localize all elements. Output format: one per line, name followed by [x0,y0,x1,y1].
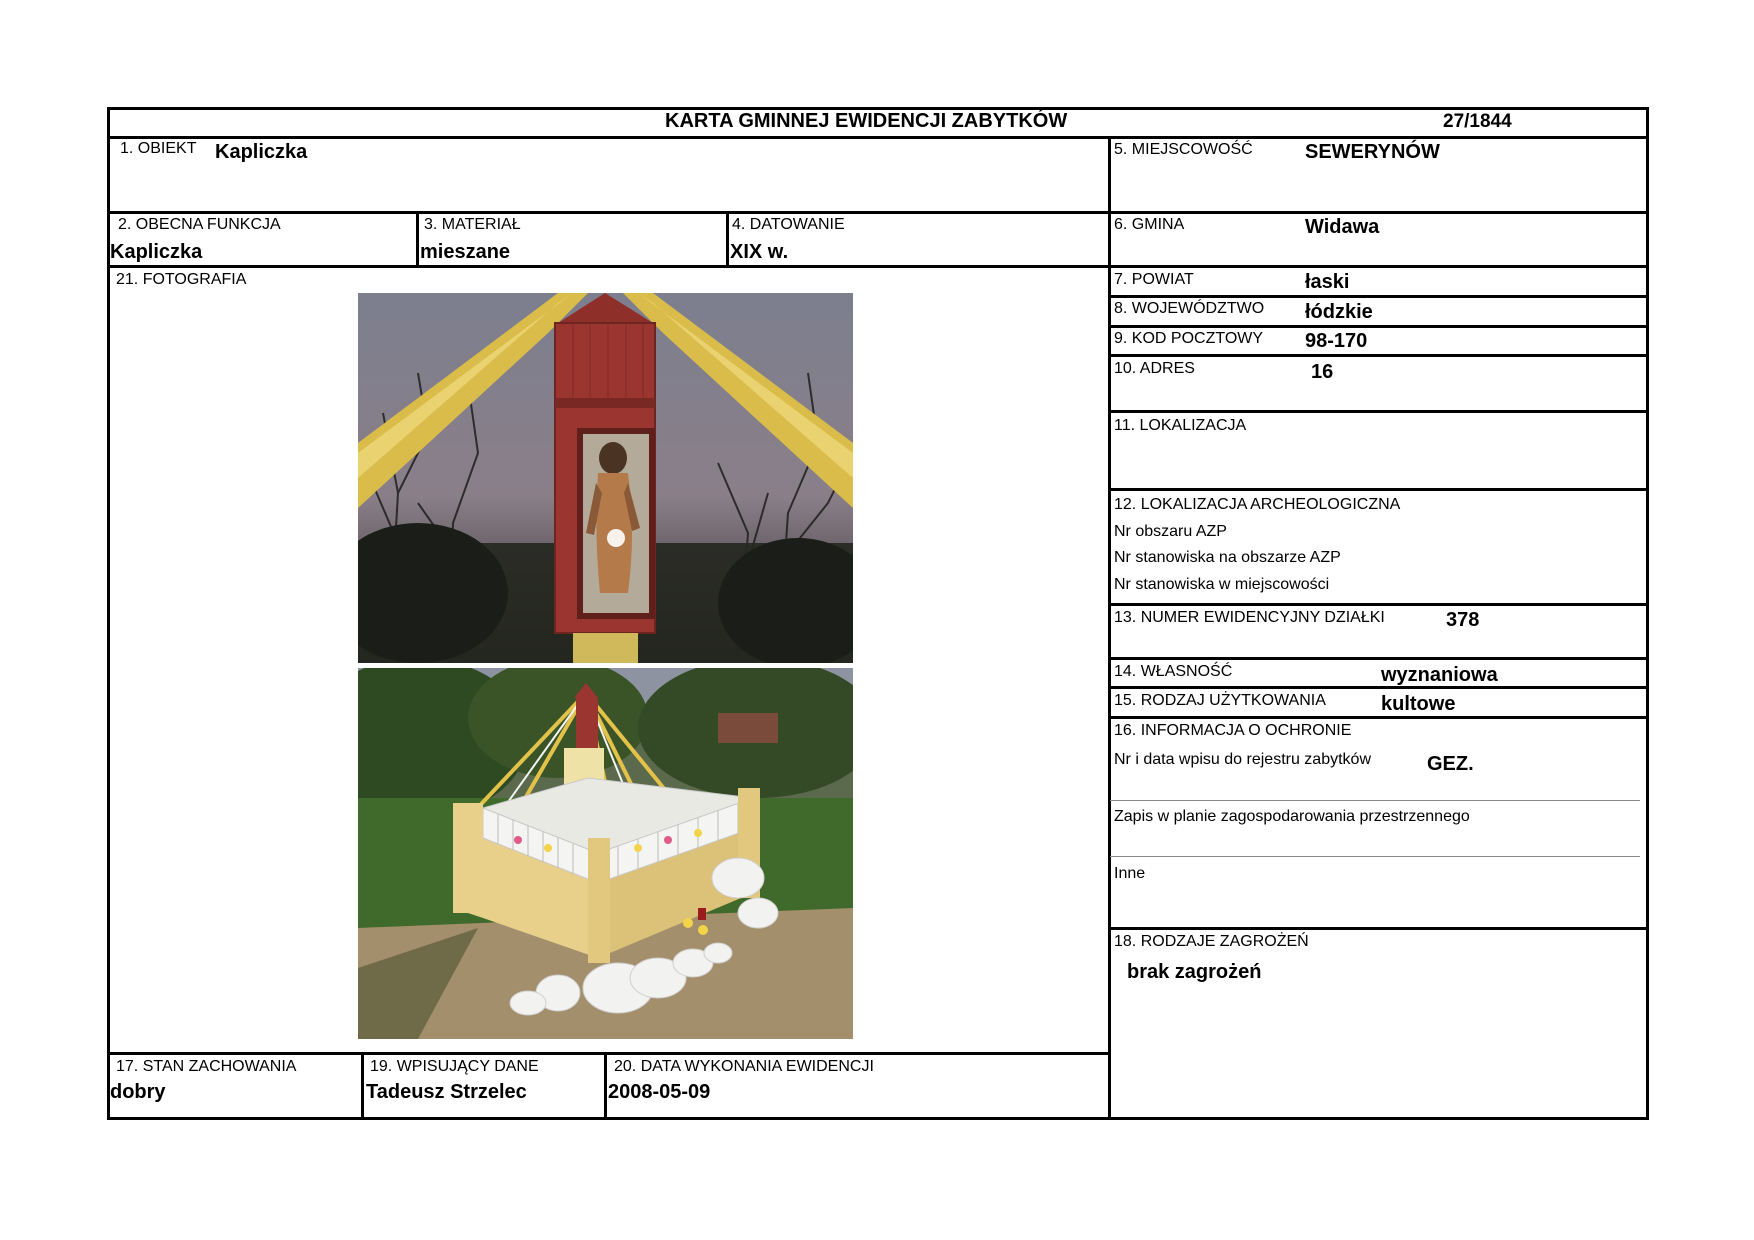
gmina-label: 6. GMINA [1114,216,1185,233]
archeo-stanowisko-azp: Nr stanowiska na obszarze AZP [1114,549,1341,566]
r-line-2 [1108,265,1649,268]
shrine-closeup-photo [358,293,853,663]
data-label: 20. DATA WYKONANIA EWIDENCJI [614,1058,874,1075]
wlasnosc-label: 14. WŁASNOŚĆ [1114,663,1233,680]
material-value: mieszane [420,241,511,263]
wojewodztwo-value: łódzkie [1305,301,1373,323]
r-line-7 [1108,488,1649,491]
card-title: KARTA GMINNEJ EWIDENCJI ZABYTKÓW [665,110,1068,132]
r-line-12 [1108,927,1649,930]
fotografia-label: 21. FOTOGRAFIA [116,271,247,288]
ochrona-label: 16. INFORMACJA O OCHRONIE [1114,722,1352,739]
uzytkowanie-label: 15. RODZAJ UŻYTKOWANIA [1114,692,1326,709]
r-line-10 [1108,686,1649,689]
r-line-4 [1108,325,1649,328]
archeo-label: 12. LOKALIZACJA ARCHEOLOGICZNA [1114,496,1401,513]
datowanie-label: 4. DATOWANIE [732,216,845,233]
rejestr-label: Nr i data wpisu do rejestru zabytków [1114,751,1371,768]
row-line-2 [107,265,1111,268]
stan-label: 17. STAN ZACHOWANIA [116,1058,297,1075]
archeo-stanowisko-miejsc: Nr stanowiska w miejscowości [1114,576,1330,593]
stan-value: dobry [110,1081,166,1103]
wlasnosc-value: wyznaniowa [1381,664,1498,686]
adres-label: 10. ADRES [1114,360,1195,377]
r-thin-2 [1110,856,1640,857]
wpisujacy-value: Tadeusz Strzelec [366,1081,527,1103]
main-divider [1108,136,1111,1120]
r-line-3 [1108,295,1649,298]
card-number: 27/1844 [1443,111,1512,132]
header-divider [107,136,1649,139]
adres-value: 16 [1311,361,1334,383]
dzialka-label: 13. NUMER EWIDENCYJNY DZIAŁKI [1114,609,1385,626]
r-line-1 [1108,211,1649,214]
miejscowosc-value: SEWERYNÓW [1305,141,1440,163]
kod-value: 98-170 [1305,330,1368,352]
zagrozenia-value: brak zagrożeń [1127,961,1262,983]
data-value: 2008-05-09 [608,1081,711,1103]
row-line-1 [107,211,1111,214]
material-label: 3. MATERIAŁ [424,216,521,233]
funkcja-label: 2. OBECNA FUNKCJA [118,216,281,233]
inne-label: Inne [1114,865,1146,882]
frame-right [1646,107,1649,1120]
wojewodztwo-label: 8. WOJEWÓDZTWO [1114,300,1265,317]
r-line-8 [1108,603,1649,606]
powiat-value: łaski [1305,271,1350,293]
rejestr-value: GEZ. [1427,753,1474,775]
col-line-c [361,1052,364,1120]
datowanie-value: XIX w. [730,241,789,263]
plan-label: Zapis w planie zagospodarowania przestrzennego [1114,808,1470,825]
gmina-value: Widawa [1305,216,1380,238]
funkcja-value: Kapliczka [110,241,203,263]
shrine-fence-photo [358,668,853,1039]
col-line-d [604,1052,607,1120]
r-line-5 [1108,354,1649,357]
miejscowosc-label: 5. MIEJSCOWOŚĆ [1114,141,1253,158]
archeo-azp: Nr obszaru AZP [1114,523,1227,540]
powiat-label: 7. POWIAT [1114,271,1194,288]
r-line-6 [1108,410,1649,413]
row-line-3 [107,1052,1111,1055]
zagrozenia-label: 18. RODZAJE ZAGROŻEŃ [1114,933,1309,950]
obiekt-label: 1. OBIEKT [120,140,197,157]
uzytkowanie-value: kultowe [1381,693,1456,715]
r-line-9 [1108,657,1649,660]
lokalizacja-label: 11. LOKALIZACJA [1114,417,1247,434]
kod-label: 9. KOD POCZTOWY [1114,330,1264,347]
wpisujacy-label: 19. WPISUJĄCY DANE [370,1058,539,1075]
dzialka-value: 378 [1446,609,1480,631]
r-line-11 [1108,716,1649,719]
frame-bottom [107,1117,1649,1120]
col-line-b [726,211,729,268]
r-thin-1 [1110,800,1640,801]
col-line-a [416,211,419,268]
obiekt-value: Kapliczka [215,141,308,163]
